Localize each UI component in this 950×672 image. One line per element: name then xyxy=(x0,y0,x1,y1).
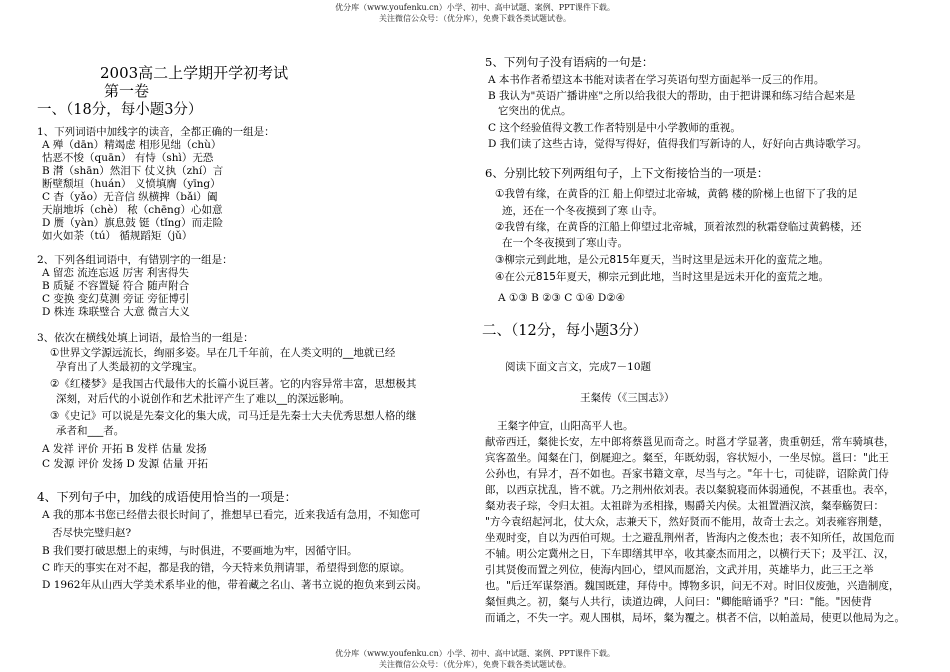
q6-sentence-1b: 迹，还在一个冬夜摸到了寒 山寺。 xyxy=(502,205,663,217)
q4-option-d: D 1962年从山西大学美术系毕业的他，带着藏之名山、著书立说的抱负来到云岗。 xyxy=(42,579,427,591)
q5-stem: 5、下列句子没有语病的一句是： xyxy=(485,55,654,69)
passage-line: 献帝西迁，粲徙长安，左中郎将蔡邕见而奇之。时邕才学显著，贵重朝廷，常车骑填巷， xyxy=(485,436,895,448)
exam-title: 2003高二上学期开学初考试 xyxy=(100,64,289,82)
q1-line-4: 断壁颓垣（huán） 义愤填膺（yīng） xyxy=(42,178,221,190)
q5-option-a: A 本书作者希望这本书能对读者在学习英语句型方面起举一反三的作用。 xyxy=(488,74,825,86)
q4-option-a-1: A 我的那本书您已经借去很长时间了，推想早已看完，近来我适有急用，不知您可 xyxy=(42,509,421,521)
header-line-1: 优分库（www.youfenku.cn）小学、初中、高中试题、案例、PPT课件下载。 xyxy=(335,3,615,12)
q4-option-a-2: 否尽快完璧归赵? xyxy=(52,527,132,539)
passage-line: 也。"后迁军谋祭酒。魏国既建，拜侍中。博物多识，问无不对。时旧仪废弛，兴造制度， xyxy=(485,580,900,592)
q6-stem: 6、分别比较下列两组句子，上下文衔接恰当的一项是： xyxy=(485,166,769,180)
q1-line-1: A 殚（dān）精竭虑 相形见绌（chù） xyxy=(42,139,222,151)
q2-option-d: D 株连 珠联璧合 大意 微言大义 xyxy=(42,306,190,318)
passage-line: 而诵之，不失一字。观人围棋，局坏，粲为覆之。棋者不信，以帕盖局，使更以他局为之。 xyxy=(485,612,905,624)
q1-line-8: 如火如荼（tú） 循规蹈矩（jǔ） xyxy=(42,230,193,242)
q6-options: A ①③ B ②③ C ①④ D②④ xyxy=(498,292,626,304)
q4-option-c: C 昨天的事实在对不起，都是我的错，今天特来负荆请罪，希望得到您的原谅。 xyxy=(42,562,411,574)
q4-option-b: B 我们要打破思想上的束缚，与时俱进，不要画地为牢，因循守旧。 xyxy=(42,545,358,557)
q3-sentence-3a: ③《史记》可以说是先秦文化的集大成，司马迁是先秦士大夫优秀思想人格的继 xyxy=(50,410,417,422)
page-footer xyxy=(0,648,950,670)
q1-line-3: B 潸（shān）然泪下 仗义执（zhí）言 xyxy=(42,165,224,177)
passage-title: 王粲传（《三国志》） xyxy=(580,392,675,404)
q6-sentence-4: ④在公元815年夏天，柳宗元到此地，当时这里是远未开化的蛮荒之地。 xyxy=(495,271,829,283)
volume-title: 第一卷 xyxy=(104,82,150,100)
passage-line: 粲恒典之。初，粲与人共行，读道边碑，人问曰："卿能暗诵乎？"曰："能。"因使背 xyxy=(485,596,872,608)
section-2-heading: 二、（12分，每小题3分） xyxy=(482,323,648,339)
section-1-heading: 一、（18分，每小题3分） xyxy=(37,102,203,118)
q2-stem: 2、下列各组词语中，有错别字的一组是： xyxy=(37,254,233,266)
q2-option-b: B 质疑 不容置疑 符合 随声附合 xyxy=(42,280,190,292)
q1-stem: 1、下列词语中加线字的读音，全都正确的一组是： xyxy=(37,126,275,138)
q3-sentence-2b: 深刻，对后代的小说创作和艺术批评产生了难以__的深远影响。 xyxy=(56,393,350,405)
q4-stem: 4、下列句子中，加线的成语使用恰当的一项是： xyxy=(37,490,297,504)
q1-line-6: 天崩地坼（chè） 秾（chēng）心如意 xyxy=(42,204,223,216)
q5-option-b-2: 它突出的优点。 xyxy=(498,105,572,117)
passage-line: "方今袁绍起河北，仗大众，志兼天下，然好贤而不能用，故奇士去之。刘表雍容荆楚， xyxy=(485,516,889,528)
footer-line-1: 优分库（www.youfenku.cn）小学、初中、高中试题、案例、PPT课件下载。 xyxy=(335,649,615,658)
q3-sentence-3b: 承者和___者。 xyxy=(56,425,125,437)
q1-line-5: C 杳（yǎo）无音信 纵横捭（bǎi）阖 xyxy=(42,191,218,203)
q3-options-ab: A 发祥 评价 开拓 B 发样 估量 发扬 xyxy=(42,443,207,455)
passage-line: 坐观时变，自以为西伯可规。士之避乱荆州者，皆海内之俊杰也；表不知所任，故国危而 xyxy=(485,532,895,544)
q5-option-c: C 这个经验值得文教工作者特别是中小学教师的重视。 xyxy=(488,122,741,134)
passage-line: 王粲字仲宣，山阳高平人也。 xyxy=(497,420,634,432)
page-header xyxy=(0,2,950,24)
q2-option-a: A 留恋 流连忘返 厉害 利害得失 xyxy=(42,267,189,279)
q2-option-c: C 变换 变幻莫测 旁证 旁征博引 xyxy=(42,293,190,305)
passage-line: 粲劝表子琮，令归太祖。太祖辟为丞相掾，赐爵关内侯。太祖置酒汉滨，粲奉觞贺曰： xyxy=(485,500,884,512)
passage-line: 不辅。明公定冀州之日，下车即缮其甲卒，收其豪杰而用之，以横行天下；及平江、汉， xyxy=(485,548,895,560)
q6-sentence-3: ③柳宗元到此地，是公元815年夏天，当时这里是远未开化的蛮荒之地。 xyxy=(495,254,829,266)
passage-line: 宾客盈坐。闻粲在门，倒屣迎之。粲至，年既幼弱，容状短小，一坐尽惊。邕曰："此王 xyxy=(485,452,889,464)
q3-sentence-1a: ①世界文学源远流长，绚丽多姿。早在几千年前，在人类文明的__地就已经 xyxy=(50,347,396,359)
q6-sentence-2b: 在一个冬夜摸到了寒山寺。 xyxy=(502,237,628,249)
q3-sentence-2a: ②《红楼梦》是我国古代最伟大的长篇小说巨著。它的内容异常丰富，思想极其 xyxy=(50,378,417,390)
passage-line: 公孙也，有异才，吾不如也。吾家书籍文章，尽当与之。"年十七，司徒辟，诏除黄门侍 xyxy=(485,468,889,480)
header-line-2: 关注微信公众号：（优分库），免费下载各类试题试卷。 xyxy=(379,14,571,23)
q6-sentence-1a: ①我曾有缘，在黄昏的江 船上仰望过北帝城，黄鹤 楼的阶梯上也留下了我的足 xyxy=(495,188,858,200)
q3-stem: 3、依次在横线处填上词语，最恰当的一组是： xyxy=(37,332,254,344)
q1-line-7: D 赝（yàn）旗息鼓 铤（tǐng）而走险 xyxy=(42,217,224,229)
passage-line: 引其贤俊而置之列位，使海内回心，望风而愿治，文武并用，英雄毕力，此三王之举 xyxy=(485,564,874,576)
q5-option-d: D 我们读了这些古诗，觉得写得好，值得我们写新诗的人，好好向古典诗歌学习。 xyxy=(488,138,868,150)
reading-intro: 阅读下面文言文，完成7－10题 xyxy=(505,361,652,373)
passage-line: 郎，以西京扰乱，皆不就。乃之荆州依刘表。表以粲貌寝而体弱通倪，不甚重也。表卒， xyxy=(485,484,895,496)
q1-line-2: 怙恶不悛（quān） 有恃（shì）无恐 xyxy=(42,152,214,164)
q3-sentence-1b: 孕育出了人类最初的文学瑰宝。 xyxy=(56,361,203,373)
q6-sentence-2a: ②我曾有缘，在黄昏的江船上仰望过北帝城，顶着浓烈的秋霜登临过黄鹤楼，还 xyxy=(495,221,862,233)
q5-option-b-1: B 我认为"英语广播讲座"之所以给我很大的帮助，由于把讲课和练习结合起来是 xyxy=(488,90,856,102)
q3-options-cd: C 发源 评价 发扬 D 发源 估量 开拓 xyxy=(42,458,208,470)
footer-line-2: 关注微信公众号：（优分库），免费下载各类试题试卷。 xyxy=(379,660,571,669)
